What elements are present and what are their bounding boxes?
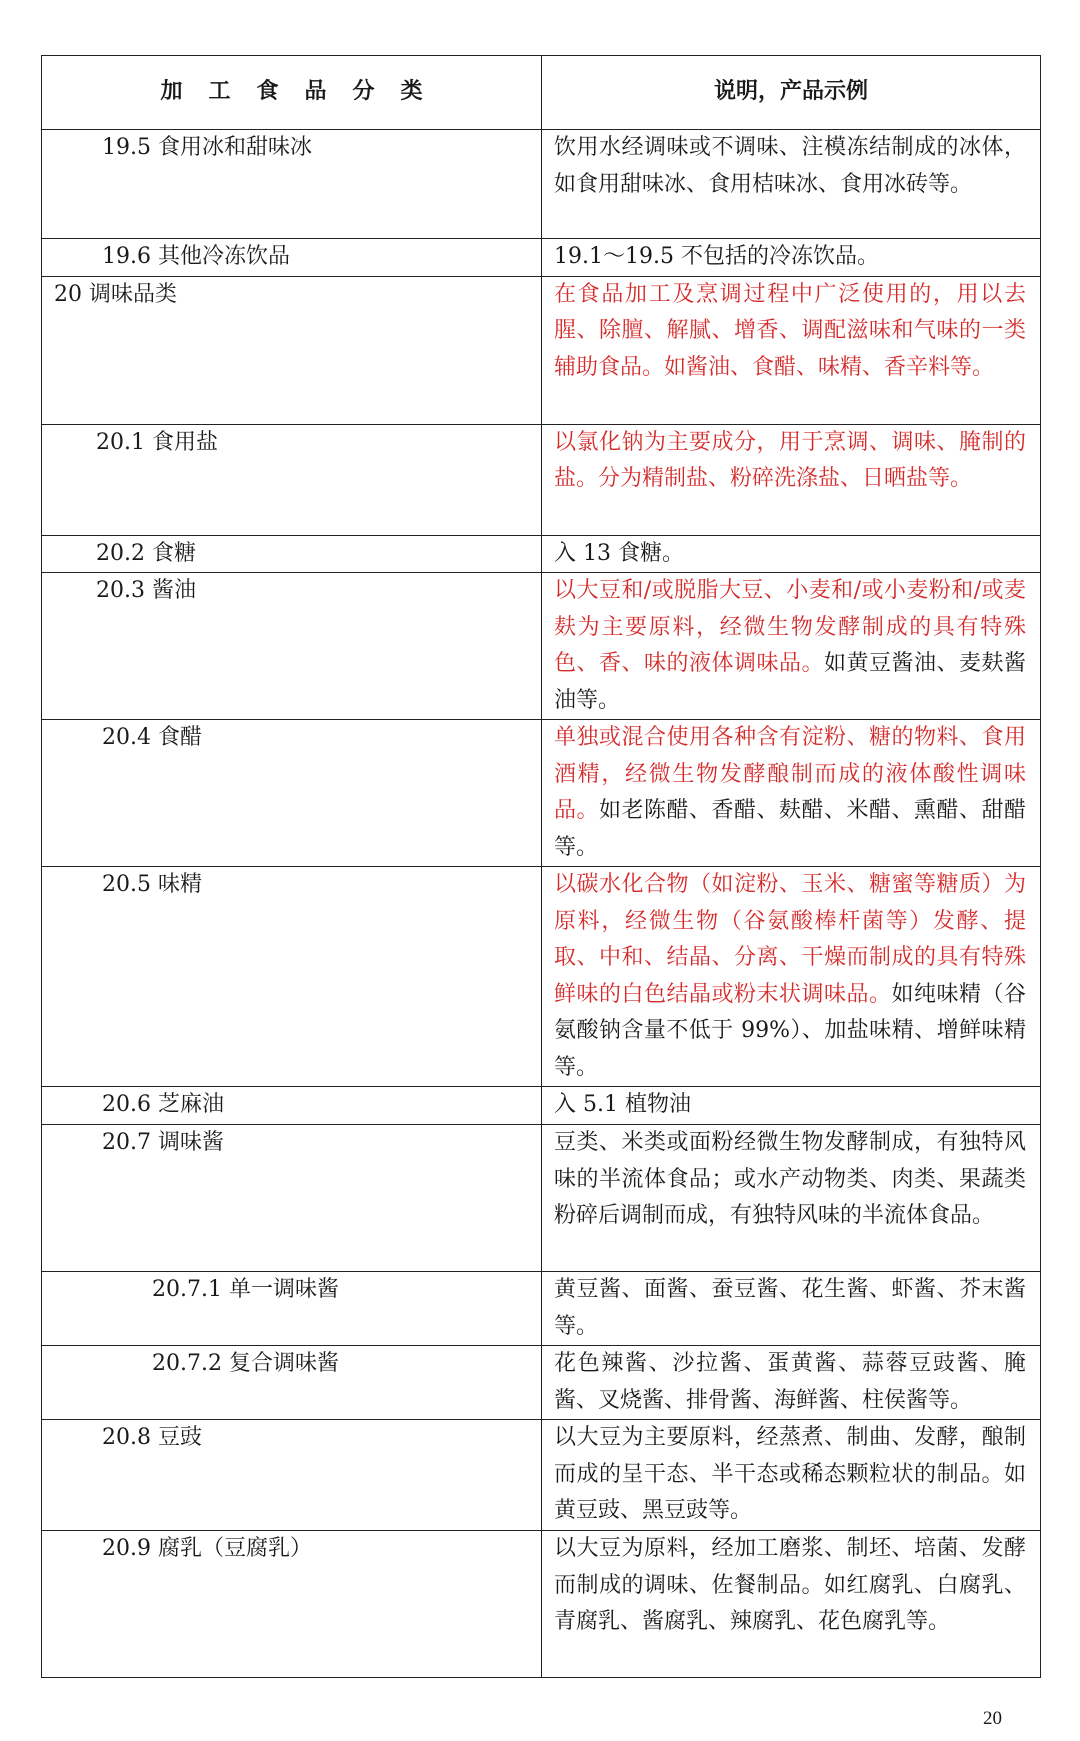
classification-table	[41, 55, 1041, 1678]
table-row	[42, 573, 1041, 720]
table-row	[42, 1125, 1041, 1272]
category-cell: 20.4 食醋	[42, 720, 542, 867]
table-row	[42, 276, 1041, 424]
category-cell: 20.2 食糖	[42, 535, 542, 573]
table-row	[42, 535, 1041, 573]
category-cell: 20.9 腐乳（豆腐乳）	[42, 1531, 542, 1678]
description-cell: 单独或混合使用各种含有淀粉、糖的物料、食用酒精，经微生物发酵酿制而成的液体酸性调味品。如老陈醋、香醋、麸醋、米醋、熏醋、甜醋等。	[542, 720, 1041, 867]
category-cell: 19.6 其他冷冻饮品	[42, 239, 542, 277]
description-cell: 19.1～19.5 不包括的冷冻饮品。	[542, 239, 1041, 277]
table-row	[42, 1531, 1041, 1678]
description-cell: 黄豆酱、面酱、蚕豆酱、花生酱、虾酱、芥末酱等。	[542, 1272, 1041, 1346]
category-cell: 20.8 豆豉	[42, 1420, 542, 1531]
description-cell: 花色辣酱、沙拉酱、蛋黄酱、蒜蓉豆豉酱、腌酱、叉烧酱、排骨酱、海鲜酱、柱侯酱等。	[542, 1346, 1041, 1420]
category-cell: 20.7.1 单一调味酱	[42, 1272, 542, 1346]
table-row	[42, 720, 1041, 867]
table-row	[42, 1272, 1041, 1346]
description-cell: 以大豆和/或脱脂大豆、小麦和/或小麦粉和/或麦麸为主要原料，经微生物发酵制成的具有特殊色、香、味的液体调味品。如黄豆酱油、麦麸酱油等。	[542, 573, 1041, 720]
page-number: 20	[983, 1708, 1002, 1729]
table-row	[42, 867, 1041, 1087]
description-cell: 入 5.1 植物油	[542, 1087, 1041, 1125]
description-cell: 饮用水经调味或不调味、注模冻结制成的冰体，如食用甜味冰、食用桔味冰、食用冰砖等。	[542, 130, 1041, 239]
header-description: 说明，产品示例	[542, 56, 1041, 130]
category-cell: 20.7 调味酱	[42, 1125, 542, 1272]
table-row	[42, 1346, 1041, 1420]
description-cell: 豆类、米类或面粉经微生物发酵制成，有独特风味的半流体食品；或水产动物类、肉类、果蔬类粉碎后调制而成，有独特风味的半流体食品。	[542, 1125, 1041, 1272]
description-cell: 以氯化钠为主要成分，用于烹调、调味、腌制的盐。分为精制盐、粉碎洗涤盐、日晒盐等。	[542, 424, 1041, 535]
category-cell: 20 调味品类	[42, 276, 542, 424]
category-cell: 20.7.2 复合调味酱	[42, 1346, 542, 1420]
description-cell: 以大豆为主要原料，经蒸煮、制曲、发酵，酿制而成的呈干态、半干态或稀态颗粒状的制品。如黄豆豉、黑豆豉等。	[542, 1420, 1041, 1531]
description-cell: 以碳水化合物（如淀粉、玉米、糖蜜等糖质）为原料，经微生物（谷氨酸棒杆菌等）发酵、提取、中和、结晶、分离、干燥而制成的具有特殊鲜味的白色结晶或粉末状调味品。如纯味精（谷氨酸钠含量不低于 99%）、加盐味精、增鲜味精等。	[542, 867, 1041, 1087]
category-cell: 20.5 味精	[42, 867, 542, 1087]
table-header-row	[42, 56, 1041, 130]
description-cell: 以大豆为原料，经加工磨浆、制坯、培菌、发酵而制成的调味、佐餐制品。如红腐乳、白腐乳、青腐乳、酱腐乳、辣腐乳、花色腐乳等。	[542, 1531, 1041, 1678]
description-cell: 在食品加工及烹调过程中广泛使用的，用以去腥、除膻、解腻、增香、调配滋味和气味的一类辅助食品。如酱油、食醋、味精、香辛料等。	[542, 276, 1041, 424]
table-row	[42, 130, 1041, 239]
category-cell: 20.1 食用盐	[42, 424, 542, 535]
table-row	[42, 424, 1041, 535]
header-category: 加工食品分类	[42, 56, 542, 130]
table-row	[42, 1420, 1041, 1531]
category-cell: 20.6 芝麻油	[42, 1087, 542, 1125]
category-cell: 19.5 食用冰和甜味冰	[42, 130, 542, 239]
table-row	[42, 1087, 1041, 1125]
description-cell: 入 13 食糖。	[542, 535, 1041, 573]
category-cell: 20.3 酱油	[42, 573, 542, 720]
table-row	[42, 239, 1041, 277]
